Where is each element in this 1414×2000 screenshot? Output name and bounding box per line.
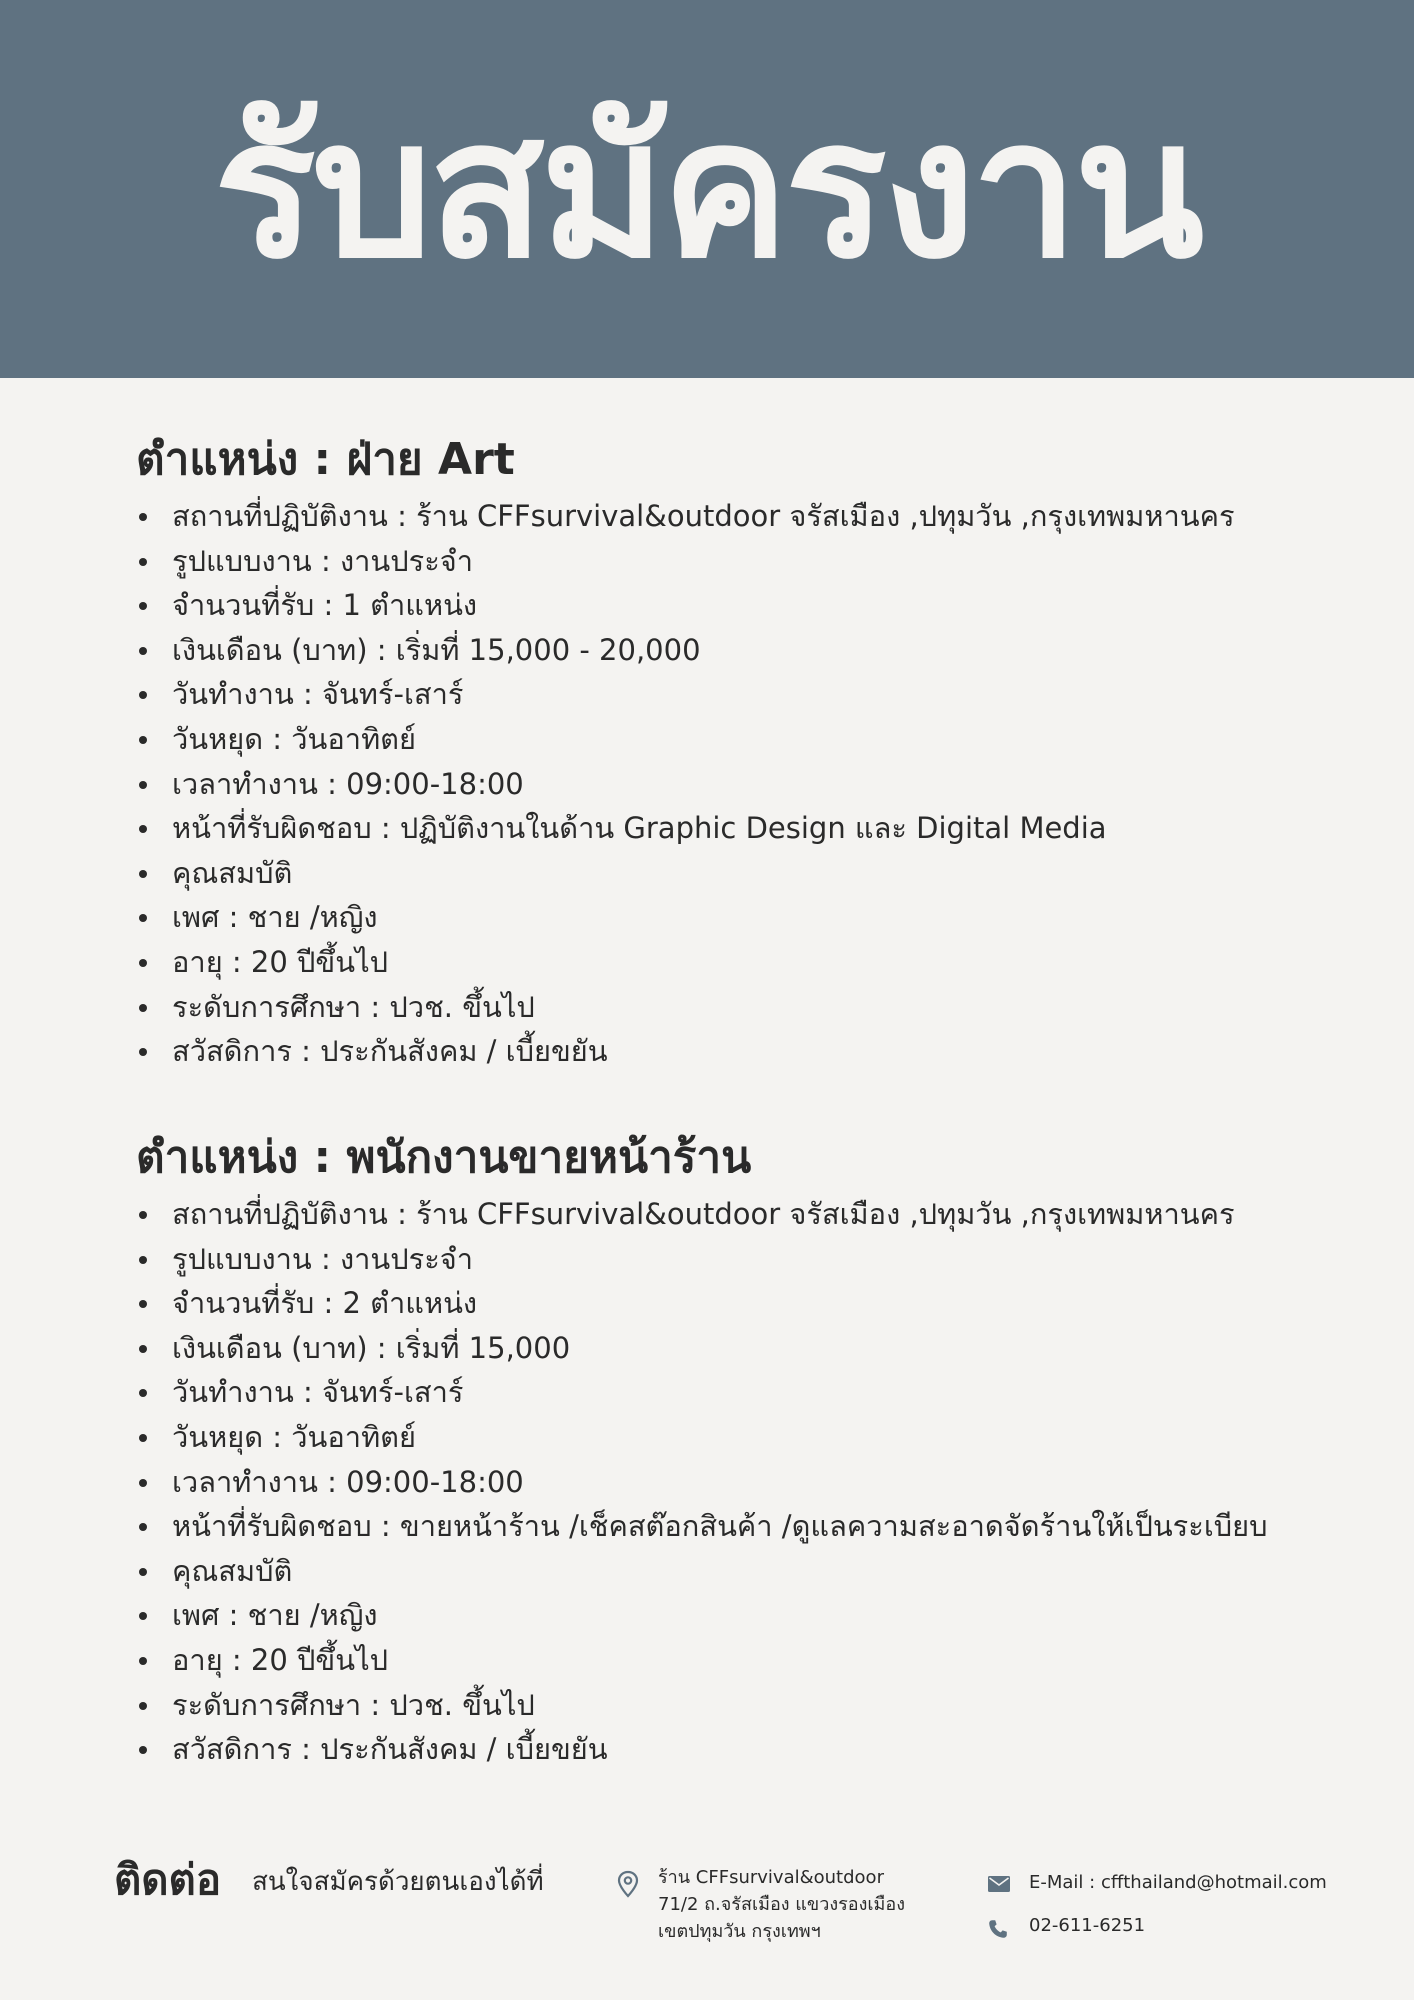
contact-email[interactable]: E-Mail : cffthailand@hotmail.com [1029, 1872, 1327, 1893]
list-item: อายุ : 20 ปีขึ้นไป [136, 1638, 1316, 1683]
requirements-list [136, 1192, 1316, 1772]
list-item: อายุ : 20 ปีขึ้นไป [136, 940, 1316, 985]
list-item: วันทำงาน : จันทร์-เสาร์ [136, 1370, 1316, 1415]
list-item: เพศ : ชาย /หญิง [136, 1593, 1316, 1638]
list-item: ระดับการศึกษา : ปวช. ขึ้นไป [136, 985, 1316, 1030]
page-title: รับสมัครงาน [213, 79, 1201, 300]
contact-footer [0, 1840, 1414, 1960]
list-item: สถานที่ปฏิบัติงาน : ร้าน CFFsurvival&outdoor จรัสเมือง ,ปทุมวัน ,กรุงเทพมหานคร [136, 1192, 1316, 1237]
list-item: ระดับการศึกษา : ปวช. ขึ้นไป [136, 1683, 1316, 1728]
list-item: เพศ : ชาย /หญิง [136, 895, 1316, 940]
list-item: เงินเดือน (บาท) : เริ่มที่ 15,000 - 20,000 [136, 628, 1316, 673]
list-item: เวลาทำงาน : 09:00-18:00 [136, 1460, 1316, 1505]
list-item: คุณสมบัติ [136, 851, 1316, 896]
address-line: เขตปทุมวัน กรุงเทพฯ [658, 1921, 821, 1942]
list-item: จำนวนที่รับ : 1 ตำแหน่ง [136, 583, 1316, 628]
phone-icon [988, 1919, 1008, 1939]
contact-subtitle: สนใจสมัครด้วยตนเองได้ที่ [252, 1867, 544, 1897]
list-item: จำนวนที่รับ : 2 ตำแหน่ง [136, 1281, 1316, 1326]
list-item: สถานที่ปฏิบัติงาน : ร้าน CFFsurvival&outdoor จรัสเมือง ,ปทุมวัน ,กรุงเทพมหานคร [136, 494, 1316, 539]
mail-icon [988, 1876, 1010, 1892]
header-banner [0, 0, 1414, 378]
list-item: สวัสดิการ : ประกันสังคม / เบี้ยขยัน [136, 1727, 1316, 1772]
list-item: รูปแบบงาน : งานประจำ [136, 1237, 1316, 1282]
list-item: รูปแบบงาน : งานประจำ [136, 539, 1316, 584]
list-item: หน้าที่รับผิดชอบ : ปฏิบัติงานในด้าน Graphic Design และ Digital Media [136, 806, 1316, 851]
list-item: วันหยุด : วันอาทิตย์ [136, 1415, 1316, 1460]
position-section-art [136, 428, 1316, 1074]
list-item: หน้าที่รับผิดชอบ : ขายหน้าร้าน /เช็คสต๊อกสินค้า /ดูแลความสะอาดจัดร้านให้เป็นระเบียบ [136, 1504, 1316, 1549]
contact-address [658, 1864, 905, 1945]
location-pin-icon [616, 1870, 640, 1898]
position-title: ตำแหน่ง : พนักงานขายหน้าร้าน [136, 1132, 752, 1183]
contact-title: ติดต่อ [114, 1855, 222, 1904]
address-line: 71/2 ถ.จรัสเมือง แขวงรองเมือง [658, 1894, 905, 1915]
contact-phone[interactable]: 02-611-6251 [1029, 1915, 1146, 1936]
position-title: ตำแหน่ง : ฝ่าย Art [136, 434, 515, 485]
list-item: เวลาทำงาน : 09:00-18:00 [136, 762, 1316, 807]
list-item: วันหยุด : วันอาทิตย์ [136, 717, 1316, 762]
list-item: สวัสดิการ : ประกันสังคม / เบี้ยขยัน [136, 1029, 1316, 1074]
address-line: ร้าน CFFsurvival&outdoor [658, 1867, 884, 1888]
list-item: เงินเดือน (บาท) : เริ่มที่ 15,000 [136, 1326, 1316, 1371]
position-section-sales [136, 1126, 1316, 1772]
requirements-list [136, 494, 1316, 1074]
list-item: คุณสมบัติ [136, 1549, 1316, 1594]
list-item: วันทำงาน : จันทร์-เสาร์ [136, 672, 1316, 717]
